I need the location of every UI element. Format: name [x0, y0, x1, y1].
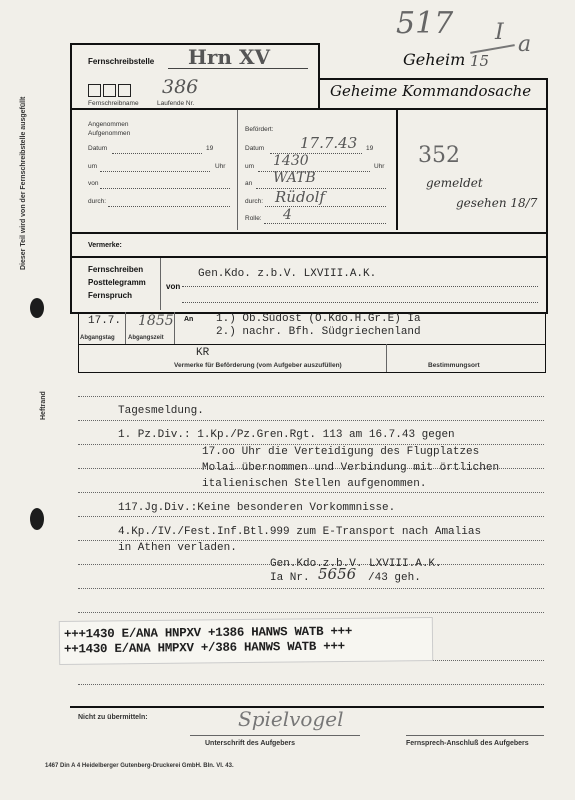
vermerke-box	[70, 232, 548, 258]
signature: Spielvogel	[238, 707, 344, 731]
kr-value: KR	[196, 347, 210, 359]
fernspruch-label: Fernspruch	[88, 291, 133, 300]
box-note-1: gemeldet	[426, 176, 483, 190]
datum-19-left: 19	[206, 145, 214, 152]
ruled-line	[78, 396, 544, 397]
abgangszeit-label: Abgangszeit	[128, 335, 164, 341]
geheim-label: Geheim	[403, 50, 466, 69]
punch-hole-bottom	[30, 508, 44, 530]
ruled-line	[78, 444, 544, 445]
fernsprech-line	[406, 735, 544, 736]
message-line-6: 117.Jg.Div.:Keine besonderen Vorkommnisse.	[118, 502, 396, 514]
ruled-line	[78, 420, 544, 421]
box-number: 352	[418, 143, 460, 168]
datum-line-left	[112, 153, 202, 154]
von-line-left	[100, 188, 230, 189]
nicht-zu-uebermitteln-label: Nicht zu übermitteln:	[78, 714, 148, 721]
message-line-5: italienischen Stellen aufgenommen.	[202, 478, 427, 490]
signature-block-2-suffix: /43 geh.	[368, 572, 421, 584]
geheime-kommandosache-label: Geheime Kommandosache	[330, 82, 532, 100]
message-line-2: 1. Pz.Div.: 1.Kp./Pz.Gren.Rgt. 113 am 16.7.43 gegen	[118, 429, 455, 441]
side-note: Dieser Teil wird von der Fernschreibstelle ausgefüllt	[20, 96, 27, 270]
bestimmungsort-label: Bestimmungsort	[428, 362, 480, 369]
signature-line	[190, 735, 360, 736]
fernsprech-label: Fernsprech-Anschluß des Aufgebers	[406, 740, 529, 747]
handwritten-fraction-den: 15	[470, 52, 490, 70]
datum-label-mid: Datum	[245, 145, 265, 152]
handwritten-suffix: a	[518, 32, 532, 57]
ruled-line	[78, 612, 544, 613]
message-line-3: 17.oo Uhr die Verteidigung des Flugplatzes	[202, 446, 480, 458]
handwritten-fraction-num: I	[495, 20, 504, 45]
rolle-line	[264, 223, 386, 224]
message-line-4: Molai übernommen und Verbindung mit örtlichen	[202, 462, 500, 474]
an-recipient-label: An	[184, 316, 194, 323]
rolle-value: 4	[283, 207, 292, 223]
sender-line	[182, 286, 538, 287]
box-note-2: gesehen 18/7	[456, 196, 538, 210]
stelle-id: Hrn XV	[188, 45, 270, 69]
ruled-line	[78, 588, 544, 589]
type-divider	[160, 258, 161, 310]
ruled-line	[78, 492, 544, 493]
posttelegramm-label: Posttelegramm	[88, 278, 146, 287]
fernschreibname-label: Fernschreibname	[88, 100, 139, 107]
stelle-underline	[168, 68, 308, 69]
reception-divider-1	[237, 110, 238, 230]
datum-label-left: Datum	[88, 145, 108, 152]
abgangstag-value: 17.7.	[88, 315, 122, 327]
durch-value-mid: Rüdolf	[275, 188, 325, 206]
angenommen-label: Angenommen	[88, 121, 129, 128]
uhr-label-left: Uhr	[215, 163, 226, 170]
message-line-7: 4.Kp./IV./Fest.Inf.Btl.999 zum E-Transport nach Amalias	[118, 526, 482, 538]
printer-footer: 1467 Din A 4 Heidelberger Gutenberg-Druckerei GmbH. Bln. VI. 43.	[45, 763, 234, 769]
unterschrift-label: Unterschrift des Aufgebers	[205, 740, 295, 747]
datum-value-mid: 17.7.43	[300, 134, 358, 152]
recipient-1: 1.) Ob.Südost (O.Kdo.H.Gr.E) Ia	[216, 313, 421, 325]
tape-row-1: +++1430 E/ANA HNPXV +1386 HANWS WATB +++	[63, 624, 353, 642]
befoerdert-label: Befördert:	[245, 126, 274, 133]
heftrand-label: Heftrand	[40, 391, 47, 420]
vermerke-label: Vermerke:	[88, 242, 122, 249]
geh-nr-value: 5656	[318, 565, 357, 583]
fernschreibname-boxes	[88, 82, 133, 100]
abgang-divider-2	[174, 312, 175, 344]
laufende-nr-value: 386	[162, 76, 199, 98]
von-label-left: von	[88, 180, 99, 187]
abgang-divider-1	[125, 312, 126, 344]
durch-label-left: durch:	[88, 198, 107, 205]
um-label-mid: um	[245, 163, 255, 170]
uhr-value-mid: 1430	[273, 153, 309, 169]
an-value-mid: WATB	[273, 170, 316, 186]
reception-divider-2	[396, 110, 398, 230]
durch-label-mid: durch:	[245, 198, 264, 205]
abgangstag-label: Abgangstag	[80, 335, 115, 341]
laufende-nr-label: Laufende Nr.	[157, 100, 195, 107]
fernschreiben-label: Fernschreiben	[88, 265, 144, 274]
handwritten-archive-number: 517	[396, 6, 454, 41]
uhr-label-mid: Uhr	[374, 163, 385, 170]
message-line-8: in Athen verladen.	[118, 542, 237, 554]
ruled-line	[78, 540, 544, 541]
sender-line-2	[182, 302, 538, 303]
rolle-label: Rolle:	[245, 215, 262, 222]
datum-19-mid: 19	[366, 145, 374, 152]
ruled-line	[78, 516, 544, 517]
fernschreibstelle-label: Fernschreibstelle	[88, 57, 155, 66]
signature-block-2-prefix: Ia Nr.	[270, 572, 310, 584]
vermerke-befoerderung-label: Vermerke für Beförderung (vom Aufgeber auszufüllen)	[174, 362, 342, 369]
ruled-line	[78, 684, 544, 685]
tape-row-2: ++1430 E/ANA HMPXV +/386 HANWS WATB +++	[63, 639, 345, 657]
abgangszeit-value: 1855	[138, 313, 174, 329]
um-line-left	[100, 171, 210, 172]
sender-value: Gen.Kdo. z.b.V. LXVIII.A.K.	[198, 268, 377, 280]
recipient-2: 2.) nachr. Bfh. Südgriechenland	[216, 326, 421, 338]
durch-line-left	[108, 206, 230, 207]
von-sender-label: von	[166, 282, 181, 291]
signature-block-1: Gen.Kdo.z.b.V. LXVIII.A.K.	[270, 558, 442, 570]
message-line-1: Tagesmeldung.	[118, 405, 204, 417]
punch-hole-top	[30, 298, 44, 318]
um-label-left: um	[88, 163, 98, 170]
befoerderung-divider	[386, 344, 387, 372]
an-label-mid: an	[245, 180, 253, 187]
aufgenommen-label: Aufgenommen	[88, 130, 131, 137]
